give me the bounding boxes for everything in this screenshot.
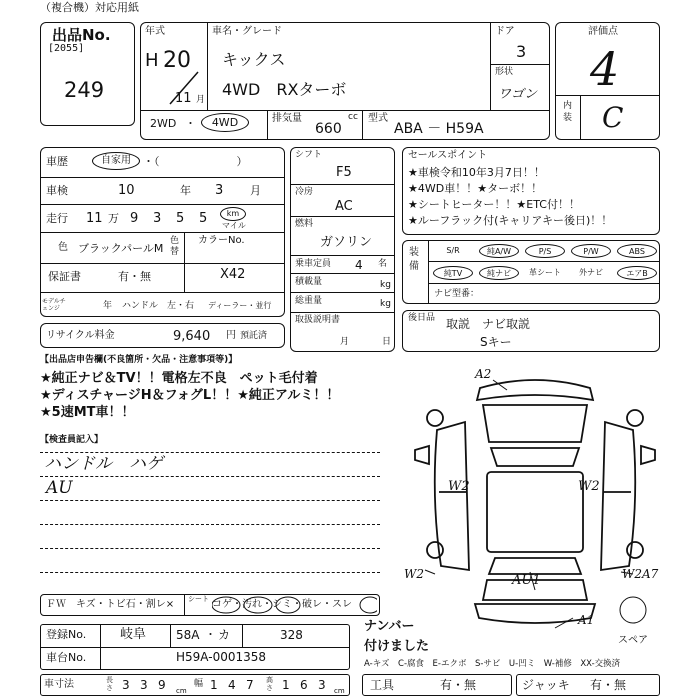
mileage-digit-4: 5 (199, 211, 208, 226)
registration-class: 58A (176, 628, 200, 642)
later-items-label: 後日品 (408, 313, 436, 323)
registration-number: 328 (280, 628, 303, 642)
sales-point-3: ★シートヒーター！！★ETC付！！ (408, 198, 580, 211)
equipment-item: P/W (571, 244, 611, 258)
shape: ワゴン (498, 87, 538, 102)
later-key: Sキー (480, 335, 512, 349)
color: ブラックパールM (78, 242, 164, 255)
capacity-label: 乗車定員 (295, 259, 332, 269)
length-unit: cm (176, 687, 187, 695)
handle: ハンドル 左・右 (122, 301, 195, 311)
drive-4wd: 4WD (201, 113, 249, 132)
chassis-label: 車台No. (46, 651, 87, 664)
mark-left-rocker: W2 (404, 567, 424, 581)
man-unit: 万 (108, 212, 119, 225)
model-name: キックス (222, 50, 286, 69)
model-label: 車名・グレード (212, 26, 282, 37)
size-label: 車寸法 (44, 679, 74, 690)
interior-label: 内装 (563, 101, 573, 123)
later-items: 取説 ナビ取説 (446, 317, 531, 331)
fw-items: キズ・トビ石・割レ× (76, 599, 175, 610)
equipment-item: 外ナビ (579, 268, 603, 277)
history-paren: ・（ ） (143, 155, 248, 168)
shift-label: シフト (295, 150, 323, 160)
registration-sep: ・ (205, 628, 216, 641)
score: 4 (590, 42, 620, 96)
seller-note-2: ★ディスチャージH＆フォグL！！★純正アルミ！！ (40, 388, 340, 403)
door-label: ドア (495, 26, 515, 37)
door-count: 3 (516, 42, 527, 61)
km-unit: km (220, 207, 246, 221)
car-diagram (395, 360, 675, 635)
equipment-item: 革シート (529, 268, 561, 277)
navi-model-label: ナビ型番： (434, 289, 480, 299)
length-2: 3 (140, 678, 148, 692)
height-2: 6 (300, 678, 308, 692)
model-change-label: モデルチェンジ (42, 298, 66, 312)
length-1: 3 (122, 678, 130, 692)
displacement-label: 排気量 (272, 113, 302, 124)
seat-label: シート (188, 595, 209, 603)
load-unit: kg (380, 280, 391, 290)
era: H (145, 50, 159, 71)
height-unit: cm (334, 687, 345, 695)
jack-value: 有・無 (590, 678, 627, 692)
warranty-label: 保証書 (48, 270, 81, 283)
mileage-digit-1: 9 (130, 211, 139, 226)
plate-title: ナンバー (364, 619, 415, 634)
color-no: X42 (220, 267, 246, 282)
equipment-item: 純ナビ (479, 266, 519, 280)
fuel: ガソリン (320, 235, 373, 250)
later-items-box (402, 310, 660, 352)
mileage-digit-2: 3 (153, 211, 162, 226)
mileage-digit-3: 5 (176, 211, 185, 226)
tools-value: 有・無 (440, 678, 477, 692)
lot-stamp: [2055] (48, 43, 85, 54)
mark-left-panel: W2 (448, 479, 470, 494)
manual-day: 日 (382, 337, 392, 347)
color-change-label: 色替 (170, 236, 180, 257)
shift: F5 (336, 165, 352, 180)
color-no-label: カラーNo. (198, 235, 245, 246)
length-3: 9 (158, 678, 166, 692)
width-1: 1 (210, 678, 218, 692)
ac: AC (335, 199, 353, 214)
equipment-item: 純TV (433, 266, 473, 280)
mark-front: A2 (475, 367, 492, 381)
seller-notes-label: 【出品店申告欄(不良箇所・欠品・注意事項等)】 (40, 355, 238, 365)
height-label: 高さ (266, 676, 273, 692)
registration-pref: 岐阜 (120, 627, 147, 642)
spare-label: スペア (618, 635, 648, 646)
seller-note-3: ★5速MT車！！ (40, 405, 135, 420)
sheet-caption: （複合機）対応用紙 (40, 1, 139, 14)
width-label: 幅 (194, 679, 204, 689)
sales-point-2: ★4WD車！！★ターボ！！ (408, 182, 543, 195)
mile-unit: マイル (222, 221, 246, 230)
month-unit: 月 (196, 95, 206, 105)
recycle-unit: 円 (226, 330, 236, 341)
mileage-man: 11 (86, 211, 103, 226)
equipment-item: 純A/W (479, 244, 519, 258)
recycle-amount: 9,640 (173, 329, 211, 344)
month-unit-2: 月 (250, 184, 261, 197)
color-label: 色 (58, 242, 68, 253)
tools-label: 工具 (370, 678, 395, 692)
ac-label: 冷房 (295, 187, 314, 197)
manual-month: 月 (340, 337, 350, 347)
month: 11 (175, 91, 192, 106)
inspection-year: 10 (118, 183, 135, 198)
total-weight-unit: kg (380, 299, 391, 309)
drive-separator: ・ (185, 117, 196, 130)
interior-score: C (602, 101, 624, 134)
year: 20 (163, 48, 191, 73)
cc-unit: cc (348, 112, 358, 122)
registration-label: 登録No. (46, 628, 87, 641)
mark-center: AU1 (512, 573, 541, 588)
recycle-label: リサイクル料金 (46, 330, 115, 341)
warranty: 有・無 (118, 270, 151, 283)
equipment-item: ABS (617, 244, 657, 258)
sales-points-label: セールスポイント (408, 150, 488, 161)
own-use: 自家用 (92, 152, 140, 170)
equipment-item: S/R (446, 246, 460, 255)
length-label: 長さ (106, 676, 113, 692)
width-3: 7 (246, 678, 254, 692)
year-unit: 年 (180, 184, 191, 197)
mark-rear: A1 (578, 613, 595, 627)
manual-label: 取扱説明書 (295, 315, 341, 325)
seat-circles (212, 594, 377, 616)
inspection-month: 3 (215, 183, 224, 198)
seat-items: コゲ・汚れ・シミ・破レ・スレ (212, 599, 352, 610)
shape-label: 形状 (495, 67, 514, 77)
capacity-unit: 名 (378, 259, 388, 269)
inspector-label: 【検査員記入】 (40, 435, 104, 445)
plate-subtitle: 付けました (364, 639, 430, 654)
lot-number: 249 (64, 78, 105, 102)
dealer: ディーラー・並行 (208, 301, 272, 310)
equipment-label: 装備 (409, 247, 419, 272)
defect-legend: A-キズ C-腐食 E-エクボ S-サビ U-凹ミ W-補修 XX-交換済 (364, 659, 621, 669)
height-1: 1 (282, 678, 290, 692)
fw-label: ＦＷ (46, 599, 66, 610)
recycle-note: 預託済 (240, 331, 268, 341)
score-label: 評価点 (588, 26, 618, 37)
mileage-label: 走行 (46, 212, 68, 225)
history-label: 車歴 (46, 155, 68, 168)
grade: 4WD RXターボ (222, 80, 347, 99)
lot-label: 出品No. (52, 26, 111, 44)
displacement: 660 (315, 121, 342, 137)
height-3: 3 (318, 678, 326, 692)
equipment-item: P/S (525, 244, 565, 258)
equipment-item: エアB (617, 266, 657, 280)
sales-point-1: ★車検令和10年3月7日！！ (408, 166, 545, 179)
inspector-note-2: AU (46, 478, 73, 498)
type-label: 型式 (368, 113, 388, 124)
mark-right-rocker: W2A7 (622, 567, 659, 581)
model-change-year: 年 (103, 301, 113, 311)
jack-label: ジャッキ (522, 678, 570, 692)
inspector-note-1: ハンドル ハゲ (44, 454, 163, 474)
fuel-label: 燃料 (295, 219, 314, 229)
width-2: 4 (228, 678, 236, 692)
model-type: ABA － H59A (394, 121, 484, 137)
sales-point-4: ★ルーフラック付(キャリアキー後日)！！ (408, 214, 613, 227)
load-label: 積載量 (295, 277, 323, 287)
chassis-number: H59A-0001358 (176, 650, 267, 664)
mark-right-panel: W2 (578, 479, 600, 494)
total-weight-label: 総重量 (295, 296, 323, 306)
inspection-label: 車検 (46, 184, 68, 197)
year-label: 年式 (145, 26, 165, 37)
registration-kana: カ (218, 628, 231, 642)
capacity: 4 (355, 258, 363, 272)
drive-2wd: 2WD (150, 117, 177, 130)
seller-note-1: ★純正ナビ＆TV！！電格左不良 ペット毛付着 (40, 371, 318, 386)
